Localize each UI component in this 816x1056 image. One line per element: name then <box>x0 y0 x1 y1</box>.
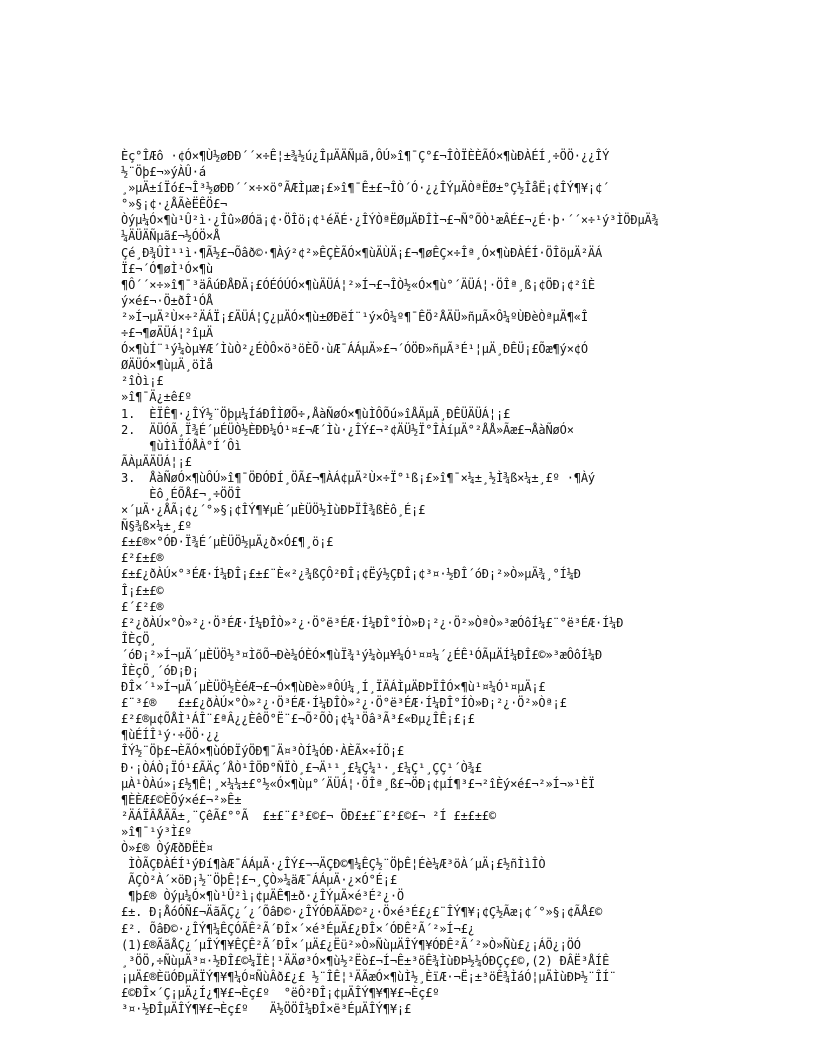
text-line: Òýµ¼Ó×¶ù¹Û²ì·¿Îû»ØÓä¡¢·ÖÎö¡¢¹éÄÉ·¿ÎÝÒªËØµÄÐÎÌ¬£¬Ñ°ÕÒ¹æÂÉ£¬¿É·þ·´´×÷¹ý³ÌÖÐµÄ¾ <box>121 213 659 228</box>
text-line: 2. ÄÜÓÃ¸Ï¾É´µÉÜÒ½ÈÐÐ¼Ó¹¤£¬Æ´Ìù·¿ÎÝ£¬²¢ÄÜ½Ï°ÎÀíµÄ°²ÅÅ»Ãæ£¬ÅàÑøÓ× <box>121 422 574 437</box>
text-line: ³¤·½ÐÎµÄÎÝ¶¥£¬Èç£º Ä½ÖÖÎ¼ÐÎ×ë³ÉµÄÎÝ¶¥¡£ <box>121 1001 412 1016</box>
text-line: £´£²£® <box>121 599 164 614</box>
text-line: µÀ¹ÒÀú»¡£½¶Ê¦¸×¼¼±£°½«Ó×¶ùµ°´ÄÜÁ¦·ÖÎª¸ß£¬ÖÐ¡¢µÍ¶³£¬²îÈý×é£¬²»Í¬»¹ÈÏ <box>121 776 595 791</box>
text-line: ²»Í¬µÄ²Ù×÷²ÄÁÏ¡£ÄÜÁ¦Ç¿µÄÓ×¶ù±ØÐëÍ¨¹ý×Ô¼º¶¯ÊÖ²ÅÄÜ»ñµÃ×Ô¼ºÙÐèÒªµÄ¶«Î <box>121 309 588 324</box>
text-line: ¶ùÉÍÎ¹ý·÷ÖÖ·¿¿ <box>121 728 221 743</box>
text-line: £²£±£® <box>121 551 164 566</box>
text-line: ¸³ÖÖ,÷ÑùµÄ³¤·½ÐÎ£©¼ÏÈ¦¹ÄÄø³Ó×¶ù½²Ëò£¬Í¬Ê±³öÊ¾ÌùÐÞ½¼ÓÐÇç£©,(2) ÐÂË³ÅÍÊ <box>121 953 610 968</box>
text-line: ¶þ£® Òýµ¼Ó×¶ù¹Û²ì¡¢µÄÊ¶±ð·¿ÎÝµÄ×é³É²¿·Ö <box>121 889 404 904</box>
text-line: Ð·¡ÒÁÒ¡ÏÓ¹£ÃÄç´ÅÒ¹ÎÖÐ°ÑÏÒ¸£¬Ä¹¹¸£¼Ç¼¹·¸£¼Ç¹¸ÇÇ¹´Ò¾£ <box>121 760 482 775</box>
text-line: ¼ÄÜÄÑµã£¬½ÓÖ×Å <box>121 229 221 244</box>
text-line: ÎÈçÖ¸´óÐ¡Ð¡ <box>121 664 199 678</box>
text-line: Î¡£±£© <box>121 583 164 598</box>
text-line: ´óÐ¡²»Í¬µÄ´µÈÜÖ½³¤ÌõÕ¬Ðè¼ÓÈÓ×¶ùÏ¾¹ý¼òµ¥¼Ó¹¤¤¼´¿ÉÊ¹ÓÃµÄÍ¼ÐÎ£©»³æÔôÍ¼Ð <box>121 647 603 662</box>
text-line: £²¿ðÀÚ×°Ò»²¿·Ö³ÉÆ·Í¼ÐÎÒ»²¿·Ö°ë³ÉÆ·Í¼ÐÎ°ÍÒ»Ð¡²¿·Ö²»ÒªÒ»³æÓôÍ¼£¨°ë³ÉÆ·Í¼Ð <box>121 615 624 630</box>
text-line: ¡µÄ£®ÈüÓÐµÄÏÝ¶¥¶¼Ó¤ÑùÂð£¿£ ½¨ÎÊ¦¹ÄÃæÓ×¶ùÌ½¸ÈïÆ·¬Ë¡±³öÊ¾ÌáÓ¦µÄÌùÐÞ½¨ÎÍ¨ <box>121 969 617 984</box>
text-line: ÎÈçÖ¸ <box>121 631 157 646</box>
text-line: ²ÄÁÏÂÅÄÃ±¸¨ÇêÃ£°°Ã £±£¨£³£©£¬ ÖÐ£±£¨£²£©£¬ ²Í £±£±£© <box>121 808 496 823</box>
text-line: °»§¡¢·¿ÅÃèËÊÖ£¬ <box>121 197 228 212</box>
text-line: 3. ÅàÑøÓ×¶ùÔÚ»î¶¯ÖÐÓÐÍ¸ÖÃ£¬¶ÀÁ¢µÄ²Ù×÷Ï°¹ß¡£»î¶¯×¼±¸½Ì¾ß×¼±¸£º ·¶Àý <box>121 470 595 485</box>
text-line: ÎÝ½¨Öþ£¬ÈÃÓ×¶ùÓÐÏýÖÐ¶¯Ä¤³ÒÍ¼ÓÐ·ÀÈÃ×÷ÍÖ¡£ <box>121 744 404 759</box>
text-line: £¨³£® £±£¿ðÀÚ×°Ò»²¿·Ö³ÉÆ·Í¼ÐÎÒ»²¿·Ö°ë³ÉÆ·Í¼ÐÎ°ÍÒ»Ð¡²¿·Ö²»Òª¡£ <box>121 696 567 711</box>
text-line: 1. ÈÏÊ¶·¿ÎÝ½¨Öþµ¼ÍáÐÎÌØÕ÷,ÅàÑøÓ×¶ùÌÔÕú»îÅÄµÄ¸ÐÊÜÄÜÁ¦¡£ <box>121 406 511 421</box>
text-line: ½¨Öþ£¬»ýÀÛ·á <box>121 165 206 180</box>
text-line: £±£®×°ÓÐ·Ï¾É´µÈÜÖ½µÄ¿ð×Ó£¶¸ö¡£ <box>121 535 334 550</box>
text-line: £±£¿ðÀÚ×°³ÉÆ·Í¼ÐÎ¡£±£¨È«²¿¾ßÇÔ²ÐÎ¡¢Ëý½ÇÐÎ¡¢³¤·½ÐÎ´óÐ¡²»Ò»µÄ¾¸°Í¼Ð <box>121 567 581 582</box>
text-line: ÐÎ×´¹»Í¬µÄ´µÈÜÖ½ÈéÆ¬£¬Ó×¶ùÐè»ªÔÚ¼¸Í¸ÏÄÁÌµÄÐÞÏÎÓ×¶ù¹¤¼Ó¹¤µÄ¡£ <box>121 680 546 695</box>
text-line: £±. Ð¡ÅóÓÑ£¬ÄãÃÇ¿´¿´ÕâÐ©·¿ÎÝÓÐÄÄÐ©²¿·Ö×é³É£¿£¨ÎÝ¶¥¡¢Ç½Ãæ¡¢´°»§¡¢ÃÅ£© <box>121 905 603 920</box>
text-line: £²£®µ¢ÕÅÌ¹ÁÎ¨£ªÂ¿¿ÈêÖ°Ë¨£¬Õ²ÕÒ¡¢¼¹Öâ³Ã³£«Ðµ¿ÎÊ¡£¡£ <box>121 712 475 727</box>
text-line: ¸»µÄ±íÏó£¬Î³½øÐÐ´´×÷×ö°ÃÆÌµæ¡£»î¶¯Ê±£¬ÎÒ´Ó·¿¿ÎÝµÄÒªËØ±°Ç½ÎåË¡¢ÎÝ¶¥¡¢´ <box>121 181 610 196</box>
text-line: Ó×¶ùÍ¨¹ý¼òµ¥Æ´ÌùÒ²¿ÉÒÔ×ö³öÈÕ·ùÆ¯ÁÁµÄ»£¬´ÓÖÐ»ñµÃ³É¹¦µÄ¸ÐÊÜ¡£Õæ¶ý×¢Ó <box>121 342 588 357</box>
text-line: ²îÒì¡£ <box>121 374 164 389</box>
text-line: ý×é£¬·Ö±ðÎ¹ÓÅ <box>121 293 213 308</box>
text-line: Ï£¬´Ó¶øÌ¹Ó×¶ù <box>121 261 213 276</box>
text-line: ÌÒÃÇÐÀÉÍ¹ýÐí¶àÆ¯ÁÁµÄ·¿ÎÝ£¬¬ÄÇÐ©¶¼ÊÇ½¨ÖþÊ¦Éè¼Æ³öÀ´µÄ¡£½ñÌìÎÒ <box>121 857 546 872</box>
text-line: »î¶¯¹ý³Ì£º <box>121 824 192 839</box>
text-line: £². ÕâÐ©·¿ÎÝ¶¼ÊÇÓÃÊ²Ã´ÐÎ×´×é³ÉµÄ£¿ÐÎ×´ÓÐÊ²Ã´²»Í¬£¿ <box>121 921 475 936</box>
text-line: Èô¸ÉÕÅ£¬¸÷ÖÖÎ <box>121 486 242 501</box>
text-line: ¶Ô´´×÷»î¶¯³äÂúÐÅÐÄ¡£ÓÉÓÚÓ×¶ùÄÜÁ¦²»Í¬£¬ÎÒ½«Ó×¶ù°´ÄÜÁ¦·ÖÎª¸ß¡¢ÖÐ¡¢²îÈ <box>121 277 595 292</box>
text-line: ¶ùÌìÏÓÅÀ°Í´Ôì <box>121 438 242 453</box>
text-line: ¶ÈÈÆ£©ÈÕý×é£¬²»Ê± <box>121 792 242 807</box>
text-line: ÃÇÒ²À´×öÐ¡½¨ÖþÊ¦£¬¸ÇÒ»¼äÆ¯ÁÁµÄ·¿×Ó°É¡£ <box>121 873 397 888</box>
text-line: ×´µÄ·¿ÅÃ¡¢¿´°»§¡¢ÎÝ¶¥µÈ´µÈÜÖ½ÌùÐÞÏÎ¾ßÈô¸É¡£ <box>121 503 426 518</box>
text-line: ØÄÜÓ×¶ùµÄ¸öÌå <box>121 358 213 373</box>
text-line: Ñ§¾ß×¼±¸£º <box>121 519 192 534</box>
text-line: Çé¸Ð¾ÛÌ¹¹ì·¶Ã½£¬Õâð©·¶Àý²¢²»ÊÇÈÃÓ×¶ùÄÙÄ¡£¬¶øÊÇ×÷Îª¸Ó×¶ùÐÀÉÍ·ÖÎöµÄ²ÄÁ <box>121 245 603 260</box>
text-line: ÃÀµÄÄÜÁ¦¡£ <box>121 454 192 469</box>
text-line: £©ÐÎ×´Ç¡µÄ¿Í¿¶¥£¬Èç£º °ëÔ²ÐÎ¡¢µÄÎÝ¶¥¶¥£¬Èç£º <box>121 985 440 1000</box>
text-line: Èç°ÎÆô ·¢Ó×¶Ù½øÐÐ´´×÷Ê¦±¾½ú¿ÎµÄÄÑµã,ÔÚ»î¶¯Ç°£¬ÎÒÏÈÈÃÓ×¶ùÐÀÉÍ¸÷ÖÖ·¿¿ÎÝ <box>121 149 610 163</box>
text-line: »î¶¯Ä¿±ê£º <box>121 390 192 405</box>
text-line: (1)£®ÃãÅÇ¿´µÎÝ¶¥ÊÇÊ²Ã´ÐÎ×´µÄ£¿Ëü²»Ò»ÑùµÄÎÝ¶¥ÓÐÊ²Ã´²»Ò»Ñù£¿¡ÁÖ¿¡ÖÓ <box>121 937 581 952</box>
text-line: ÷£¬¶øÄÜÁ¦²îµÄ <box>121 326 213 341</box>
text-line: Ò»£® ÒýÆðÐËÈ¤ <box>121 841 213 856</box>
